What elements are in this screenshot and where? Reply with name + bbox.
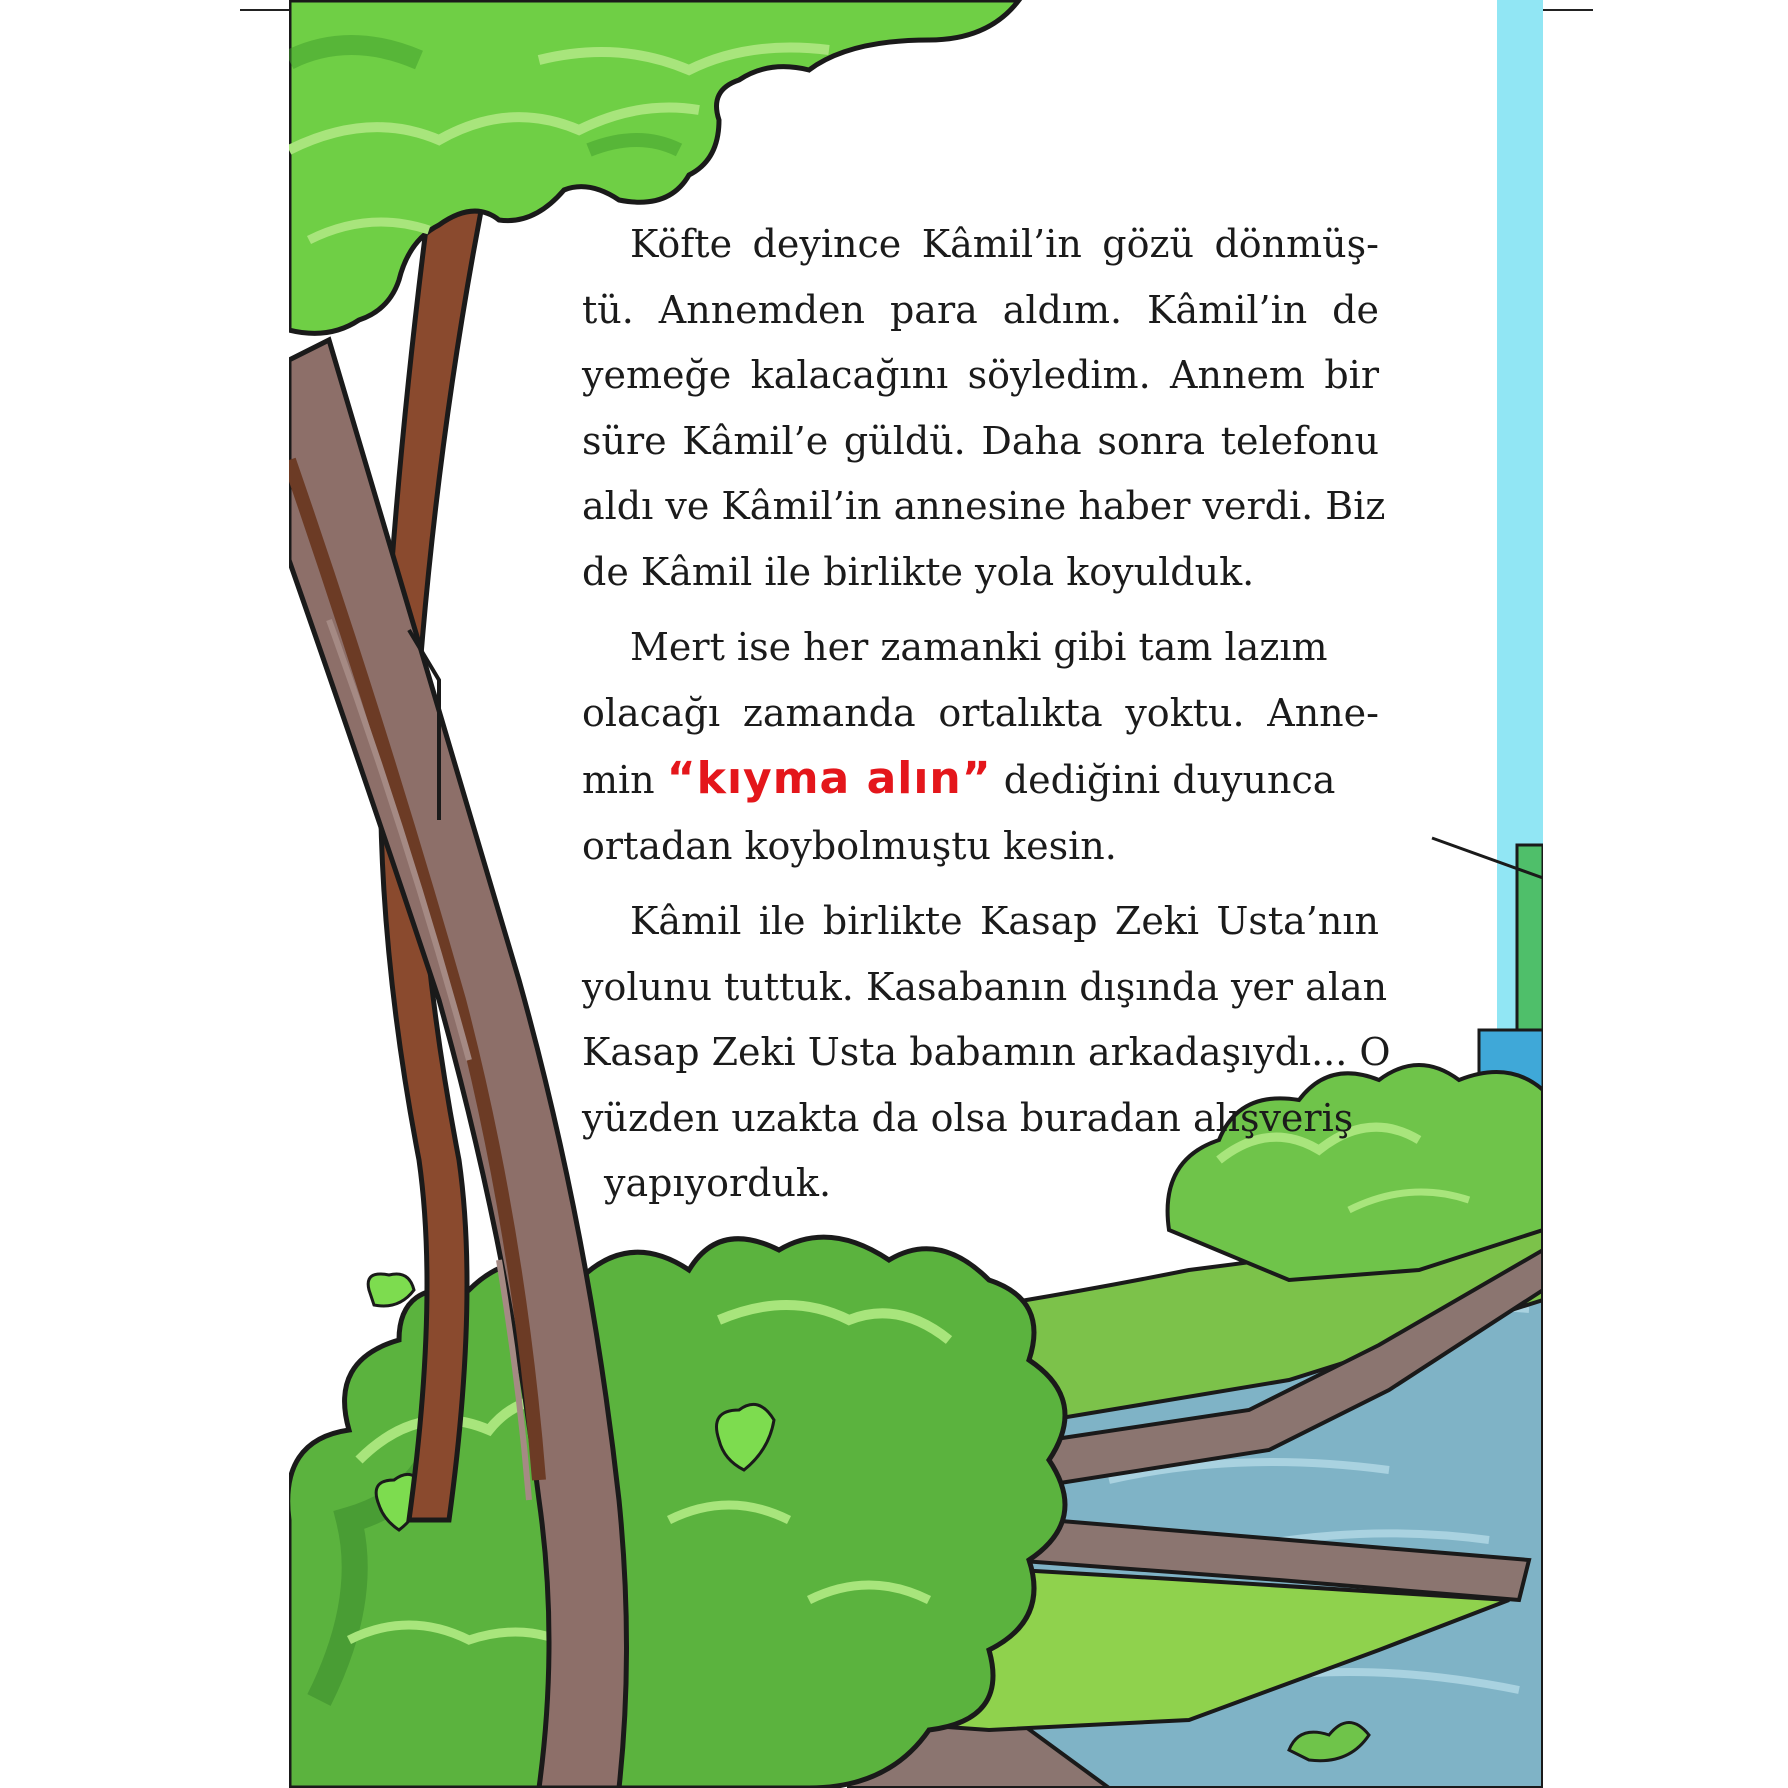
text-line: yapıyorduk. [604,1161,832,1205]
book-page [289,0,1543,1788]
text-line-with-highlight [582,746,1379,814]
text-line: tü. Annemden para aldım. Kâmil’in de [582,287,1379,332]
text-fragment: dediğini duyunca [1003,758,1336,802]
text-line: Kasap Zeki Usta babamın arkadaşıydı... O [582,1030,1391,1074]
crop-mark-top-right [1543,9,1593,11]
highlighted-phrase: “kıyma alın” [666,753,992,804]
paragraph-1 [582,212,1386,605]
crop-mark-top-left [240,9,292,11]
text-line: yemeğe kalacağını söyledim. Annem bir [582,353,1379,397]
text-line: aldı ve Kâmil’in annesine haber verdi. Biz [582,484,1386,528]
text-line: Kâmil ile birlikte Kasap Zeki Usta’nın [630,899,1379,943]
text-line: Köfte deyince Kâmil’in gözü dönmüş- [630,222,1379,266]
text-line: Mert ise her zamanki gibi tam lazım [630,625,1328,669]
text-line: ortadan koybolmuştu kesin. [582,823,1117,868]
paragraph-3 [582,889,1391,1217]
text-line: olacağı zamanda ortalıkta yoktu. Anne- [582,690,1379,735]
paragraph-2 [582,615,1379,879]
text-line: de Kâmil ile birlikte yola koyulduk. [582,549,1255,594]
text-line: süre Kâmil’e güldü. Daha sonra telefonu [582,418,1379,463]
story-text [582,212,1391,1227]
text-line: yüzden uzakta da olsa buradan alışveriş [582,1095,1354,1140]
text-line: yolunu tuttuk. Kasabanın dışında yer alan [582,964,1388,1009]
text-fragment: min [582,758,655,802]
